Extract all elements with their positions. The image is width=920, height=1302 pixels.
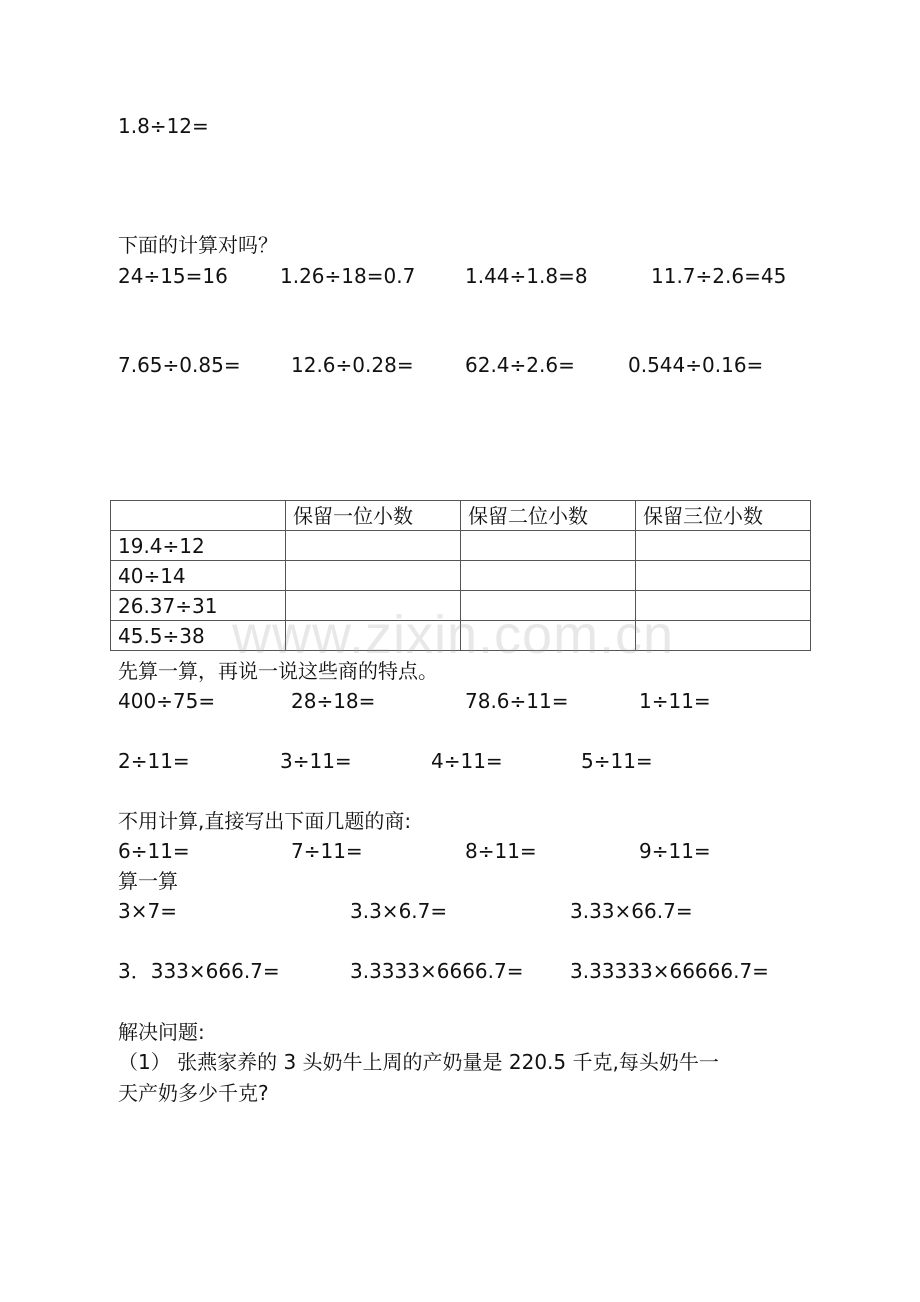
direct-problem: 8÷11= <box>465 839 537 863</box>
table-row-label: 45.5÷38 <box>111 621 286 651</box>
site-watermark: www.zixin.com.cn <box>232 605 675 665</box>
multiply-problem: 3.33×66.7= <box>570 899 693 923</box>
problem-top: 1.8÷12= <box>118 114 209 138</box>
table-row <box>111 561 811 591</box>
table-row-label: 40÷14 <box>111 561 286 591</box>
direct-problem: 7÷11= <box>291 839 363 863</box>
multiply-heading: 算一算 <box>118 869 178 893</box>
check-item: 1.44÷1.8=8 <box>465 264 588 288</box>
compute-heading: 先算一算，再说一说这些商的特点。 <box>118 659 438 683</box>
answer-cell <box>461 561 636 591</box>
table-header-cell: 保留二位小数 <box>461 501 636 531</box>
division-problem: 62.4÷2.6= <box>465 353 575 377</box>
answer-cell <box>636 531 811 561</box>
direct-problem: 9÷11= <box>639 839 711 863</box>
division-problem: 7.65÷0.85= <box>118 353 241 377</box>
table-header-cell: 保留三位小数 <box>636 501 811 531</box>
word-problem-line: 天产奶多少千克? <box>118 1081 269 1105</box>
compute-problem: 5÷11= <box>581 749 653 773</box>
compute-problem: 28÷18= <box>291 689 376 713</box>
multiply-problem: 3.3333×6666.7= <box>350 959 524 983</box>
table-row-label: 19.4÷12 <box>111 531 286 561</box>
table-header-cell: 保留一位小数 <box>286 501 461 531</box>
multiply-problem: 3.33333×66666.7= <box>570 959 769 983</box>
table-row <box>111 531 811 561</box>
check-item: 11.7÷2.6=45 <box>651 264 787 288</box>
answer-cell <box>286 531 461 561</box>
compute-problem: 2÷11= <box>118 749 190 773</box>
answer-cell <box>461 531 636 561</box>
compute-problem: 1÷11= <box>639 689 711 713</box>
compute-problem: 4÷11= <box>431 749 503 773</box>
division-problem: 12.6÷0.28= <box>291 353 414 377</box>
check-item: 24÷15=16 <box>118 264 228 288</box>
answer-cell <box>636 561 811 591</box>
solve-heading: 解决问题: <box>118 1020 205 1044</box>
table-header-row <box>111 501 811 531</box>
word-problem-line: （1） 张燕家养的 3 头奶牛上周的产奶量是 220.5 千克,每头奶牛一 <box>118 1050 719 1074</box>
direct-problem: 6÷11= <box>118 839 190 863</box>
check-item: 1.26÷18=0.7 <box>280 264 416 288</box>
answer-cell <box>286 561 461 591</box>
check-heading: 下面的计算对吗？ <box>118 233 278 257</box>
compute-problem: 400÷75= <box>118 689 216 713</box>
multiply-problem: 3.3×6.7= <box>350 899 448 923</box>
division-problem: 0.544÷0.16= <box>628 353 764 377</box>
compute-problem: 3÷11= <box>280 749 352 773</box>
direct-heading: 不用计算,直接写出下面几题的商: <box>118 809 412 833</box>
table-header-cell <box>111 501 286 531</box>
multiply-problem: 3×7= <box>118 899 177 923</box>
compute-problem: 78.6÷11= <box>465 689 569 713</box>
table-row-label: 26.37÷31 <box>111 591 286 621</box>
multiply-problem: 3．333×666.7= <box>118 959 280 983</box>
